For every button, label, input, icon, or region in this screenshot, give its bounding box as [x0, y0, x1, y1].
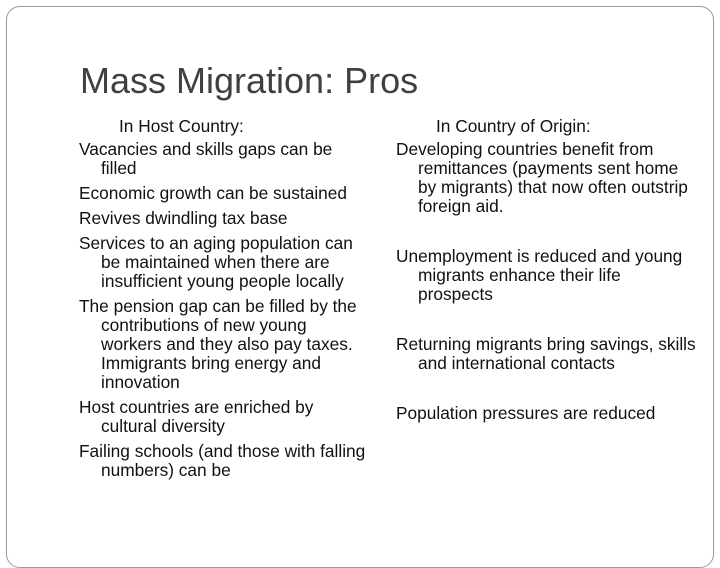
- host-subitem-innovation: Immigrants bring energy and innovation: [101, 353, 321, 392]
- host-item-vacancies: Vacancies and skills gaps can be filled: [79, 139, 333, 178]
- origin-item-returning-migrants: Returning migrants bring savings, skills and international contacts: [396, 334, 696, 373]
- host-item-economic-growth: Economic growth can be sustained: [79, 183, 348, 203]
- origin-item-unemployment: Unemployment is reduced and young migrants enhance their life prospects: [396, 246, 683, 304]
- host-item-tax-base: Revives dwindling tax base: [79, 208, 288, 228]
- host-item-failing-schools: Failing schools (and those with falling numbers) can be: [79, 441, 366, 480]
- host-item-cultural-diversity: Host countries are enriched by cultural diversity: [79, 397, 314, 436]
- origin-country-column: [396, 117, 696, 454]
- host-item-services: Services to an aging population can be maintained when there are insufficient young people locally: [79, 233, 353, 291]
- origin-country-heading: In Country of Origin:: [436, 116, 591, 136]
- slide-title: Mass Migration: Pros: [80, 60, 419, 101]
- host-country-heading: In Host Country:: [119, 116, 244, 136]
- origin-item-remittances: Developing countries benefit from remittances (payments sent home by migrants) that now often outstrip foreign aid.: [396, 139, 688, 216]
- host-item-pension-gap: The pension gap can be filled by the contributions of new young workers and they also pay taxes.: [79, 296, 357, 354]
- host-country-column: [79, 117, 369, 486]
- origin-item-population: Population pressures are reduced: [396, 403, 656, 423]
